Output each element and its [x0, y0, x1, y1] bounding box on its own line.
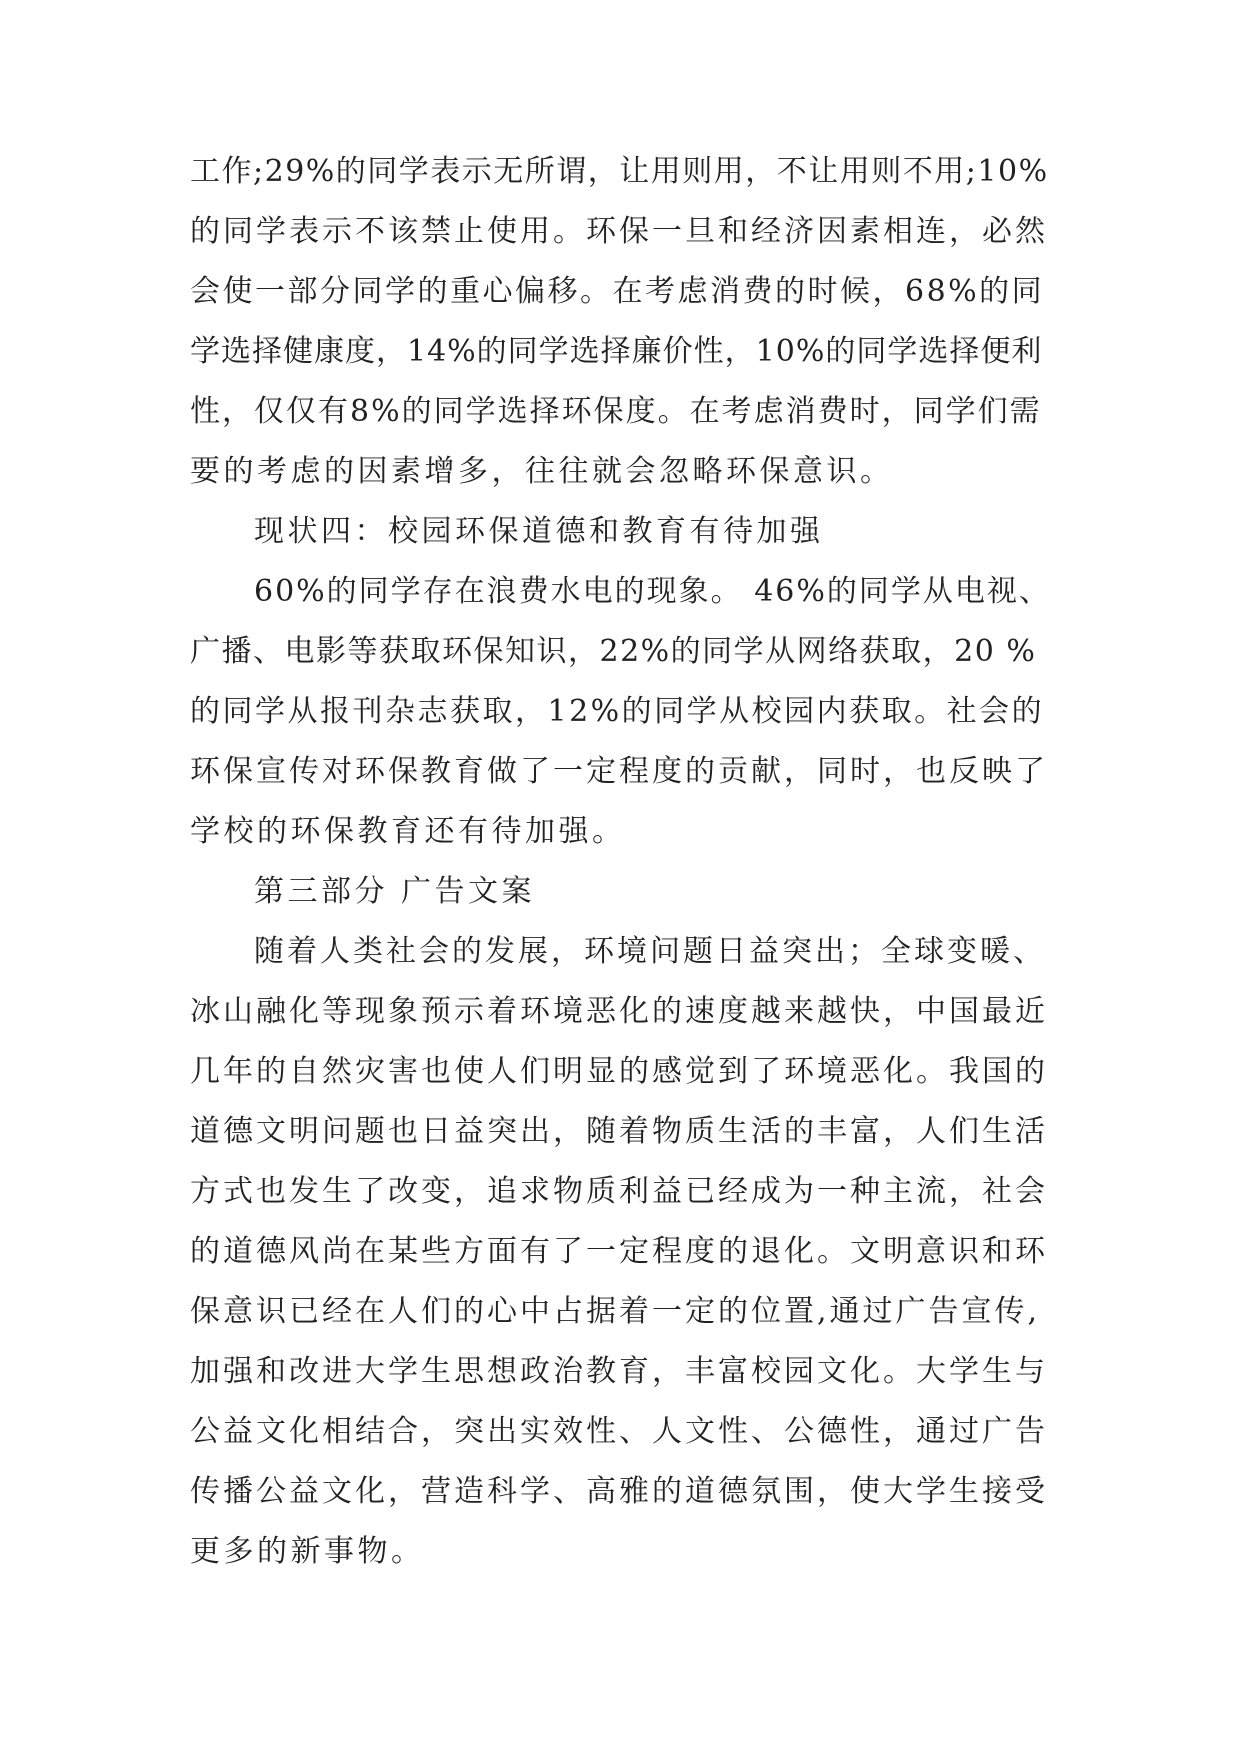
text-line: 要的考虑的因素增多，往往就会忽略环保意识。	[190, 454, 894, 489]
text-line: 广播、电影等获取环保知识，22%的同学从网络获取，20 %	[190, 634, 1037, 669]
section-heading: 第三部分 广告文案	[254, 874, 536, 909]
text-line: 道德文明问题也日益突出，随着物质生活的丰富，人们生活	[190, 1114, 1048, 1149]
text-line: 方式也发生了改变，追求物质利益已经成为一种主流，社会	[190, 1174, 1048, 1209]
text-line: 工作;29%的同学表示无所谓，让用则用，不让用则不用;10%	[190, 154, 1049, 189]
text-line: 环保宣传对环保教育做了一定程度的贡献，同时，也反映了	[190, 754, 1048, 789]
text-line: 学校的环保教育还有待加强。	[190, 814, 626, 849]
text-line: 几年的自然灾害也使人们明显的感觉到了环境恶化。我国的	[190, 1054, 1048, 1089]
text-line: 公益文化相结合，突出实效性、人文性、公德性，通过广告	[190, 1414, 1048, 1449]
text-line: 冰山融化等现象预示着环境恶化的速度越来越快，中国最近	[190, 994, 1048, 1029]
text-line: 的同学表示不该禁止使用。环保一旦和经济因素相连，必然	[190, 214, 1048, 249]
text-line: 会使一部分同学的重心偏移。在考虑消费的时候，68%的同	[190, 274, 1045, 309]
text-line: 性，仅仅有8%的同学选择环保度。在考虑消费时，同学们需	[190, 394, 1042, 429]
text-line: 的道德风尚在某些方面有了一定程度的退化。文明意识和环	[190, 1234, 1048, 1269]
text-line: 更多的新事物。	[190, 1534, 425, 1569]
text-line: 学选择健康度，14%的同学选择廉价性，10%的同学选择便利	[190, 334, 1043, 369]
text-line: 加强和改进大学生思想政治教育，丰富校园文化。大学生与	[190, 1354, 1048, 1389]
text-line: 保意识已经在人们的心中占据着一定的位置,通过广告宣传,	[190, 1294, 1041, 1329]
text-line: 随着人类社会的发展，环境问题日益突出；全球变暖、	[254, 934, 1046, 969]
text-line: 传播公益文化，营造科学、高雅的道德氛围，使大学生接受	[190, 1474, 1048, 1509]
section-heading: 现状四：校园环保道德和教育有待加强	[254, 514, 824, 549]
text-line: 的同学从报刊杂志获取，12%的同学从校园内获取。社会的	[190, 694, 1045, 729]
text-line: 60%的同学存在浪费水电的现象。 46%的同学从电视、	[254, 574, 1051, 609]
